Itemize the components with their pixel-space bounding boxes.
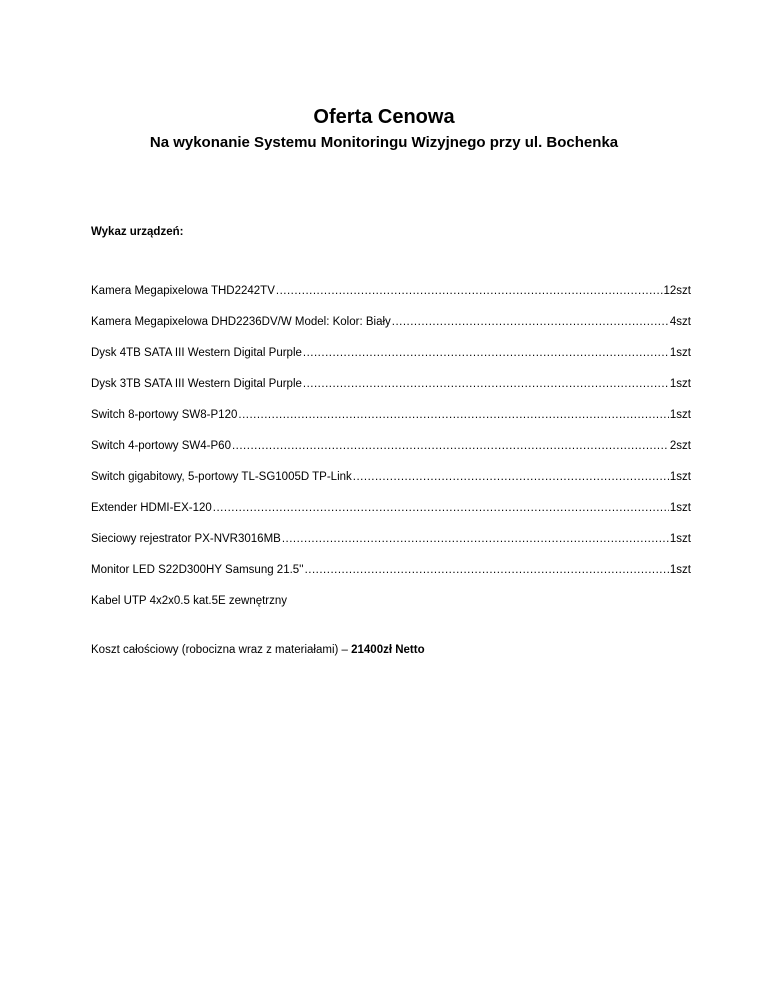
equipment-list-heading: Wykaz urządzeń: xyxy=(91,226,184,238)
item-quantity: 12szt xyxy=(663,285,691,297)
item-name: Dysk 4TB SATA III Western Digital Purple xyxy=(91,347,302,359)
item-quantity: 1szt xyxy=(669,533,691,545)
item-name: Kabel UTP 4x2x0.5 kat.5E zewnętrzny xyxy=(91,595,288,607)
item-quantity: 4szt xyxy=(669,316,691,328)
list-item xyxy=(91,531,691,562)
dot-leader xyxy=(213,500,669,516)
item-name: Dysk 3TB SATA III Western Digital Purple xyxy=(91,378,302,390)
document-subtitle: Na wykonanie Systemu Monitoringu Wizyjnego przy ul. Bochenka xyxy=(149,134,619,151)
item-name: Kamera Megapixelowa DHD2236DV/W Model: Kolor: Biały xyxy=(91,316,391,328)
list-item xyxy=(91,469,691,500)
item-name: Switch gigabitowy, 5-portowy TL-SG1005D TP-Link xyxy=(91,471,352,483)
dot-leader xyxy=(232,438,669,454)
item-quantity: 1szt xyxy=(669,409,691,421)
item-quantity: 1szt xyxy=(669,378,691,390)
dot-leader xyxy=(353,469,669,485)
list-item xyxy=(91,500,691,531)
item-name: Extender HDMI-EX-120 xyxy=(91,502,212,514)
item-quantity: 2szt xyxy=(669,440,691,452)
dot-leader xyxy=(305,562,669,578)
item-name: Sieciowy rejestrator PX-NVR3016MB xyxy=(91,533,281,545)
item-quantity: 1szt xyxy=(669,502,691,514)
list-item xyxy=(91,593,691,624)
dot-leader xyxy=(303,376,669,392)
equipment-list xyxy=(91,283,691,624)
dot-leader xyxy=(276,283,663,299)
list-item xyxy=(91,376,691,407)
item-name: Switch 4-portowy SW4-P60 xyxy=(91,440,231,452)
item-quantity: 1szt xyxy=(669,564,691,576)
document-title: Oferta Cenowa xyxy=(313,106,455,128)
dot-leader xyxy=(238,407,669,423)
list-item xyxy=(91,562,691,593)
dot-leader xyxy=(282,531,669,547)
list-item xyxy=(91,345,691,376)
item-name: Monitor LED S22D300HY Samsung 21.5'' xyxy=(91,564,304,576)
item-name: Kamera Megapixelowa THD2242TV xyxy=(91,285,275,297)
dot-leader xyxy=(392,314,669,330)
list-item xyxy=(91,407,691,438)
total-cost-label: Koszt całościowy (robocizna wraz z materiałami) – xyxy=(91,644,352,656)
list-item xyxy=(91,283,691,314)
item-quantity: 1szt xyxy=(669,471,691,483)
item-name: Switch 8-portowy SW8-P120 xyxy=(91,409,238,421)
list-item xyxy=(91,438,691,469)
total-cost-line xyxy=(91,642,425,658)
dot-leader xyxy=(303,345,669,361)
item-quantity: 1szt xyxy=(669,347,691,359)
list-item xyxy=(91,314,691,345)
total-cost-amount: 21400zł Netto xyxy=(351,644,425,656)
